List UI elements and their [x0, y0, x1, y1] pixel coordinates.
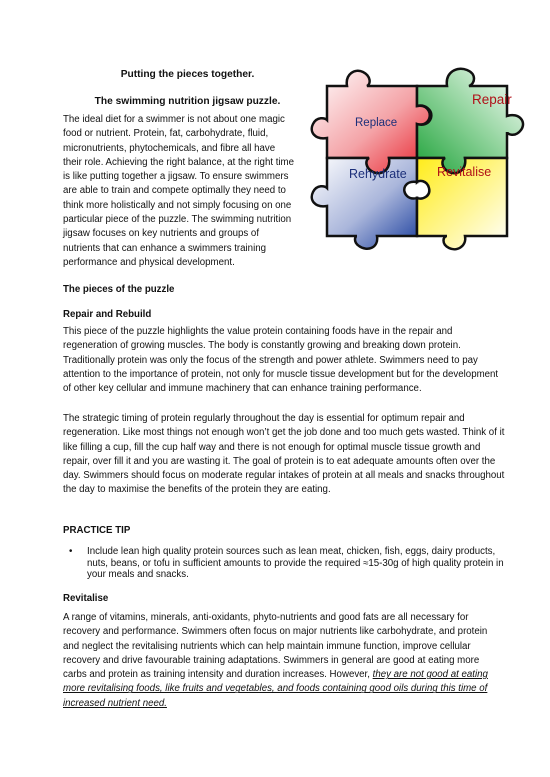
puzzle-label-revitalise: Revitalise	[437, 165, 492, 179]
revitalise-paragraph	[63, 611, 505, 711]
puzzle-label-repair: Repair	[472, 92, 512, 107]
heading-revitalise: Revitalise	[63, 593, 109, 604]
repair-paragraph-2: The strategic timing of protein regularly throughout the day is essential for optimum repair and regeneration. Like most things not enough won’t get the job done and too much gets wasted. Think of it like filling a cup, fill the cup half way and there is not enough for optimal muscle tissue growth and repair, over fill it and you are wasting it. The goal of protein is to eat adequate amounts often over the day. Swimmers should focus on moderate regular intakes of protein at all meals and snacks throughout the day to maximise the benefits of the protein they are eating.	[63, 413, 505, 496]
bullet-marker: •	[69, 546, 73, 557]
title-line-1: Putting the pieces together.	[120, 69, 255, 80]
intro-paragraph: The ideal diet for a swimmer is not about one magic food or nutrient. Protein, fat, carbohydrate, fluid, micronutrients, phytochemicals, and fibre all have their role. Achieving the right balance, at the right time is like putting together a jigsaw. To ensure swimmers are able to train and compete optimally they need to think more holistically and not simply focusing on one particular piece of the puzzle. The swimming nutrition jigsaw focuses on key nutrients and groups of nutrients that can enhance a swimmers training performance and physical development.	[63, 114, 295, 268]
nutrition-jigsaw-graphic	[297, 66, 533, 254]
revitalise-emphasis: they are not good at eating more revitalising foods, like fruits and vegetables, and foods containing good oils during this time of increased nutrient need.	[63, 669, 488, 709]
puzzle-label-replace: Replace	[355, 117, 398, 129]
heading-pieces: The pieces of the puzzle	[63, 284, 175, 295]
heading-practice-tip: PRACTICE TIP	[63, 525, 131, 536]
puzzle-label-rehydrate: Rehydrate	[349, 167, 407, 181]
title-line-2: The swimming nutrition jigsaw puzzle.	[94, 96, 281, 107]
heading-repair: Repair and Rebuild	[63, 309, 152, 320]
repair-paragraph-1: This piece of the puzzle highlights the value protein containing foods have in the repair and regeneration of growing muscles. The body is constantly growing and breaking down protein. Traditionally protein was only the focus of the strength and power athlete. Swimmers need to pay attention to the importance of protein, not only for muscle tissue development but for the development of other key cellular and immune machinery that can enhance training performance.	[63, 326, 499, 395]
revitalise-text: A range of vitamins, minerals, anti-oxidants, phyto-nutrients and good fats are all necessary for recovery and performance. Swimmers often focus on major nutrients like carbohydrate, and protein and neglect the revitalising nutrients which can help maintain immune function, improve cellular recovery and drive favourable training adaptations. Swimmers in general are good at eating more carbs and protein as training intensity and duration increases. However,	[63, 612, 488, 681]
practice-tip-text: Include lean high quality protein sources such as lean meat, chicken, fish, eggs, dairy products, nuts, beans, or tofu in sufficient amounts to provide the required ≈15-30g of high quality protein in your meals and snacks.	[87, 546, 504, 581]
